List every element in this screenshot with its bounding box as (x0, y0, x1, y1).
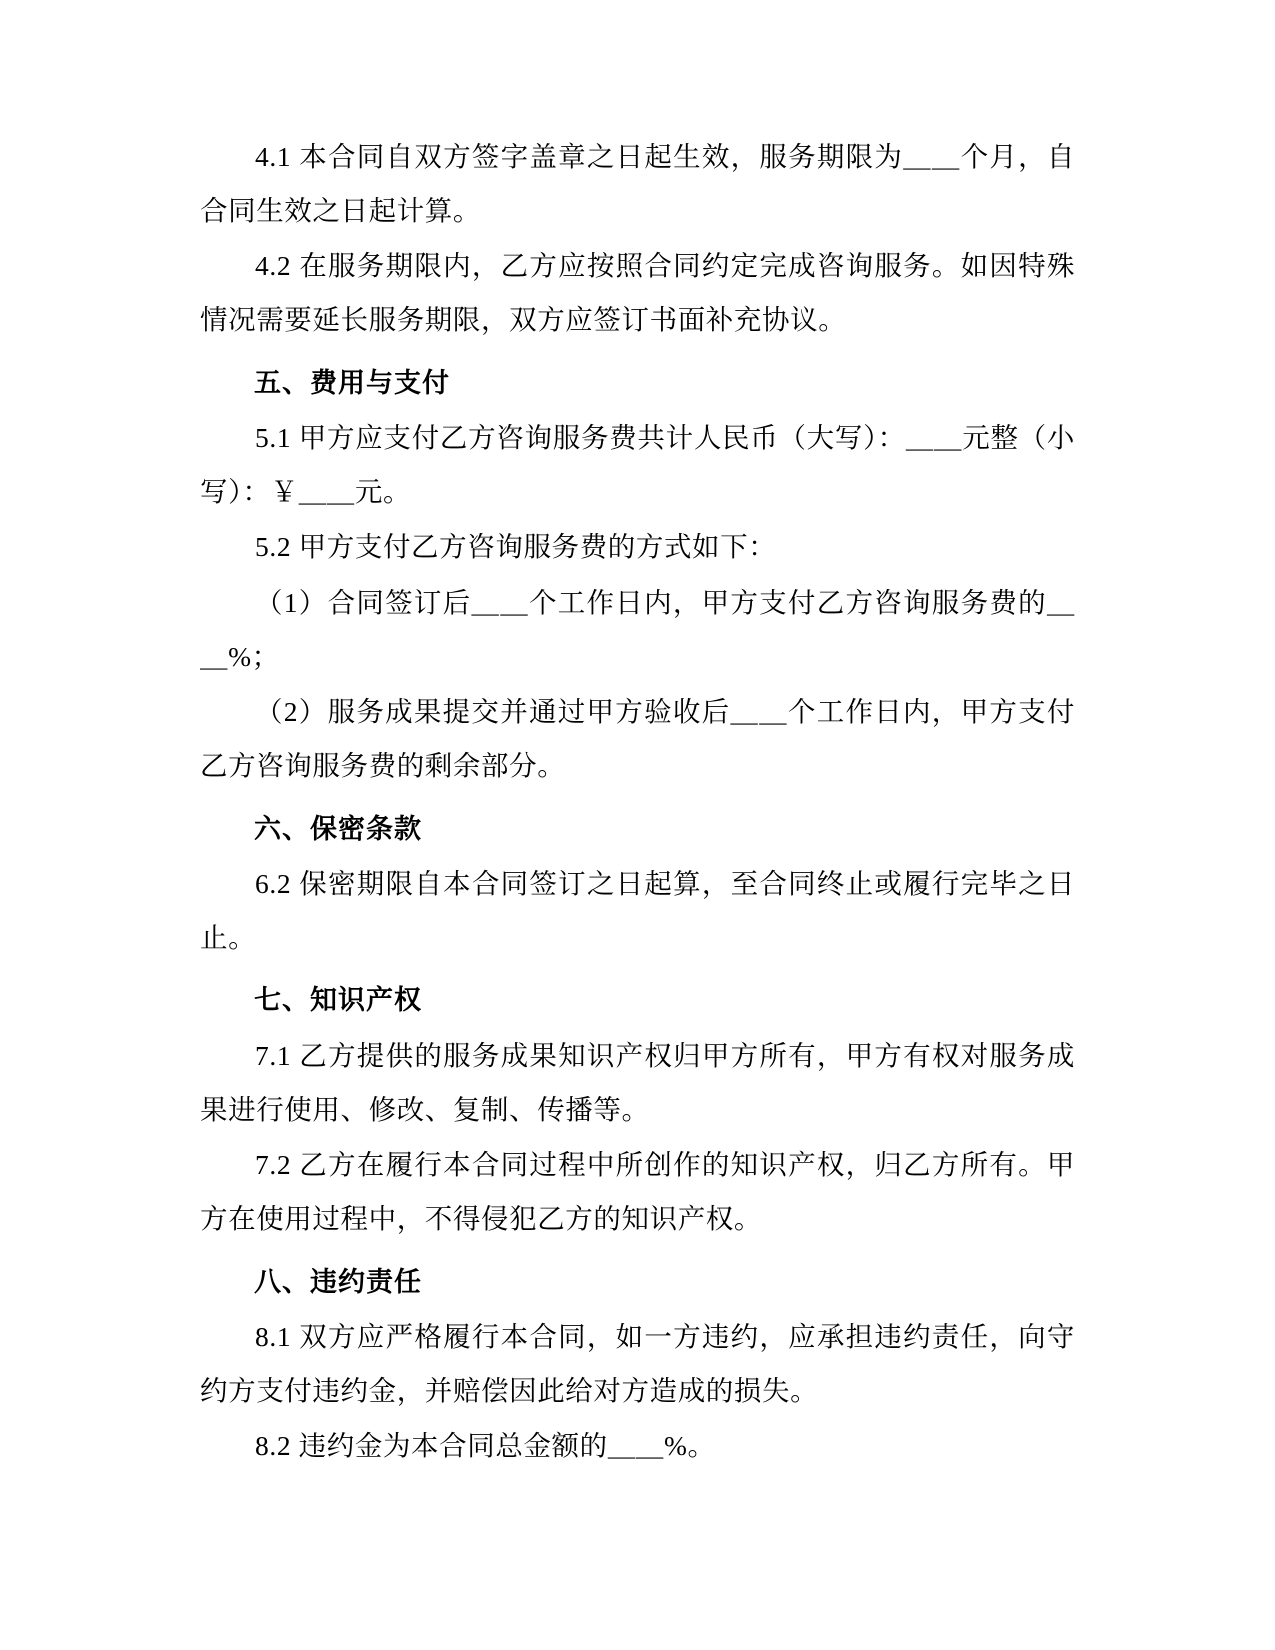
section-heading-6: 六、保密条款 (254, 813, 422, 844)
clause-4-1: 4.1 本合同自双方签字盖章之日起生效，服务期限为＿＿个月，自合同生效之日起计算。 (200, 141, 1075, 226)
clause-7-2: 7.2 乙方在履行本合同过程中所创作的知识产权，归乙方所有。甲方在使用过程中，不得侵犯乙方的知识产权。 (200, 1149, 1075, 1234)
clause-4-2: 4.2 在服务期限内，乙方应按照合同约定完成咨询服务。如因特殊情况需要延长服务期限，双方应签订书面补充协议。 (200, 250, 1075, 335)
section-heading-7: 七、知识产权 (254, 985, 422, 1016)
clause-5-1: 5.1 甲方应支付乙方咨询服务费共计人民币（大写）：＿＿元整（小写）：￥＿＿元。 (200, 422, 1075, 507)
section-heading-5: 五、费用与支付 (254, 367, 450, 398)
clause-8-2: 8.2 违约金为本合同总金额的＿＿%。 (255, 1430, 716, 1462)
clause-5-2-item-1: （1）合同签订后＿＿个工作日内，甲方支付乙方咨询服务费的＿＿%； (200, 587, 1075, 672)
clause-5-2: 5.2 甲方支付乙方咨询服务费的方式如下： (255, 531, 777, 563)
clause-7-1: 7.1 乙方提供的服务成果知识产权归甲方所有，甲方有权对服务成果进行使用、修改、复制、传播等。 (200, 1040, 1075, 1125)
section-heading-8: 八、违约责任 (254, 1266, 422, 1297)
clause-8-1: 8.1 双方应严格履行本合同，如一方违约，应承担违约责任，向守约方支付违约金，并赔偿因此给对方造成的损失。 (200, 1321, 1075, 1406)
clause-5-2-item-2: （2）服务成果提交并通过甲方验收后＿＿个工作日内，甲方支付乙方咨询服务费的剩余部分。 (200, 696, 1075, 781)
clause-6-2: 6.2 保密期限自本合同签订之日起算，至合同终止或履行完毕之日止。 (200, 868, 1075, 953)
document-body (200, 130, 1075, 1473)
